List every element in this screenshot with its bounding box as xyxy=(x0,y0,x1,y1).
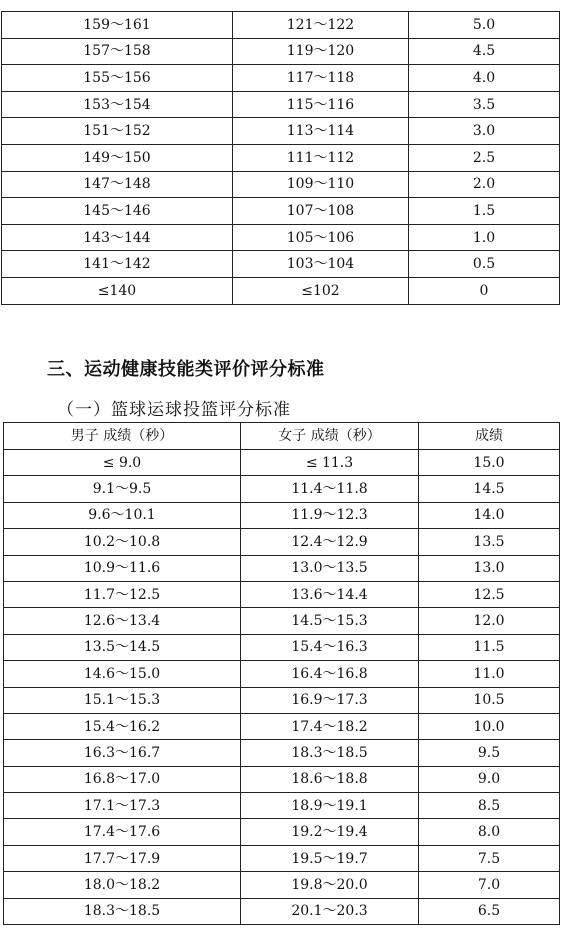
table-row xyxy=(4,450,560,476)
table-cell: 109～110 xyxy=(233,171,409,198)
table-cell: 10.0 xyxy=(419,713,560,739)
table-row xyxy=(4,819,560,845)
table-cell: 12.4～12.9 xyxy=(241,529,419,555)
table-cell: 143～144 xyxy=(2,224,233,251)
table-cell: 153～154 xyxy=(2,91,233,118)
table-row xyxy=(2,251,560,278)
table-cell: 12.0 xyxy=(419,608,560,634)
table-cell: 13.0 xyxy=(419,555,560,581)
table-cell: 11.7～12.5 xyxy=(4,581,241,607)
header-female-time: 女子 成绩（秒） xyxy=(241,423,419,450)
table-cell: 113～114 xyxy=(233,118,409,145)
table-cell: 7.5 xyxy=(419,845,560,871)
table-row xyxy=(4,713,560,739)
table-cell: 15.4～16.2 xyxy=(4,713,241,739)
table-cell: 10.9～11.6 xyxy=(4,555,241,581)
table-cell: 16.3～16.7 xyxy=(4,740,241,766)
table-cell: 119～120 xyxy=(233,38,409,65)
table-row xyxy=(4,740,560,766)
table-cell: 10.2～10.8 xyxy=(4,529,241,555)
table-cell: 13.6～14.4 xyxy=(241,581,419,607)
table-row xyxy=(4,476,560,502)
header-male-time: 男子 成绩（秒） xyxy=(4,423,241,450)
table-row xyxy=(4,608,560,634)
table-cell: 9.6～10.1 xyxy=(4,502,241,528)
table-row xyxy=(4,845,560,871)
table-row xyxy=(2,144,560,171)
table-row xyxy=(4,634,560,660)
table-cell: 141～142 xyxy=(2,251,233,278)
score-table-top xyxy=(1,11,560,305)
table-cell: 155～156 xyxy=(2,65,233,92)
table-cell: 12.5 xyxy=(419,581,560,607)
table-cell: 14.5～15.3 xyxy=(241,608,419,634)
table-cell: 11.0 xyxy=(419,661,560,687)
table-cell: 15.1～15.3 xyxy=(4,687,241,713)
table-row xyxy=(2,198,560,225)
table-row xyxy=(2,38,560,65)
table-cell: 147～148 xyxy=(2,171,233,198)
table-row xyxy=(2,12,560,39)
table-cell: ≤ 9.0 xyxy=(4,450,241,476)
table-cell: 107～108 xyxy=(233,198,409,225)
table-cell: 14.5 xyxy=(419,476,560,502)
table-cell: 0 xyxy=(409,277,560,304)
table-cell: 151～152 xyxy=(2,118,233,145)
table-cell: 11.9～12.3 xyxy=(241,502,419,528)
table-cell: 11.4～11.8 xyxy=(241,476,419,502)
table-cell: 121～122 xyxy=(233,12,409,39)
table-cell: 2.0 xyxy=(409,171,560,198)
table-row xyxy=(4,555,560,581)
table-cell: 11.5 xyxy=(419,634,560,660)
section-subheading: （一）篮球运球投篮评分标准 xyxy=(57,400,291,420)
table-cell: 111～112 xyxy=(233,144,409,171)
table-cell: 8.5 xyxy=(419,793,560,819)
table-cell: ≤102 xyxy=(233,277,409,304)
table-cell: 17.4～17.6 xyxy=(4,819,241,845)
table-cell: 17.7～17.9 xyxy=(4,845,241,871)
table-row xyxy=(4,766,560,792)
table-cell: 10.5 xyxy=(419,687,560,713)
table-cell: 157～158 xyxy=(2,38,233,65)
section-heading: 三、运动健康技能类评价评分标准 xyxy=(47,359,325,380)
table-cell: 2.5 xyxy=(409,144,560,171)
table-cell: 9.5 xyxy=(419,740,560,766)
table-cell: 105～106 xyxy=(233,224,409,251)
table-cell: 1.5 xyxy=(409,198,560,225)
table-cell: 20.1～20.3 xyxy=(241,898,419,924)
table-cell: 16.4～16.8 xyxy=(241,661,419,687)
table-cell: 8.0 xyxy=(419,819,560,845)
table-row xyxy=(2,65,560,92)
header-score: 成绩 xyxy=(419,423,560,450)
table-cell: 103～104 xyxy=(233,251,409,278)
table-cell: 14.6～15.0 xyxy=(4,661,241,687)
table-cell: 18.3～18.5 xyxy=(241,740,419,766)
table-row xyxy=(4,872,560,898)
table-cell: 9.0 xyxy=(419,766,560,792)
table-row xyxy=(4,898,560,924)
table-cell: 13.0～13.5 xyxy=(241,555,419,581)
table-cell: 15.4～16.3 xyxy=(241,634,419,660)
table-cell: 19.2～19.4 xyxy=(241,819,419,845)
table-cell: 4.5 xyxy=(409,38,560,65)
table-row xyxy=(2,118,560,145)
table-cell: 0.5 xyxy=(409,251,560,278)
table-row xyxy=(4,529,560,555)
table-cell: 19.8～20.0 xyxy=(241,872,419,898)
table-row xyxy=(4,793,560,819)
table-cell: 19.5～19.7 xyxy=(241,845,419,871)
table-cell: 18.3～18.5 xyxy=(4,898,241,924)
table-row xyxy=(2,224,560,251)
table-cell: 7.0 xyxy=(419,872,560,898)
table-cell: 12.6～13.4 xyxy=(4,608,241,634)
table-cell: 3.5 xyxy=(409,91,560,118)
table-cell: 117～118 xyxy=(233,65,409,92)
table-cell: 15.0 xyxy=(419,450,560,476)
table-cell: 145～146 xyxy=(2,198,233,225)
table-cell: ≤140 xyxy=(2,277,233,304)
table-cell: ≤ 11.3 xyxy=(241,450,419,476)
table-header-row xyxy=(4,423,560,450)
table-row xyxy=(4,661,560,687)
table-cell: 14.0 xyxy=(419,502,560,528)
table-cell: 3.0 xyxy=(409,118,560,145)
table-row xyxy=(4,581,560,607)
table-row xyxy=(2,171,560,198)
table-cell: 9.1～9.5 xyxy=(4,476,241,502)
table-cell: 13.5 xyxy=(419,529,560,555)
table-cell: 18.6～18.8 xyxy=(241,766,419,792)
table-cell: 149～150 xyxy=(2,144,233,171)
table-row xyxy=(2,277,560,304)
table-cell: 5.0 xyxy=(409,12,560,39)
table-cell: 16.8～17.0 xyxy=(4,766,241,792)
table-row xyxy=(4,502,560,528)
table-row xyxy=(4,687,560,713)
table-cell: 17.1～17.3 xyxy=(4,793,241,819)
basketball-score-table xyxy=(3,422,560,925)
table-cell: 115～116 xyxy=(233,91,409,118)
table-cell: 159～161 xyxy=(2,12,233,39)
table-cell: 16.9～17.3 xyxy=(241,687,419,713)
table-cell: 18.9～19.1 xyxy=(241,793,419,819)
table-cell: 18.0～18.2 xyxy=(4,872,241,898)
table-cell: 13.5～14.5 xyxy=(4,634,241,660)
table-row xyxy=(2,91,560,118)
table-cell: 1.0 xyxy=(409,224,560,251)
table-cell: 17.4～18.2 xyxy=(241,713,419,739)
table-cell: 4.0 xyxy=(409,65,560,92)
table-cell: 6.5 xyxy=(419,898,560,924)
